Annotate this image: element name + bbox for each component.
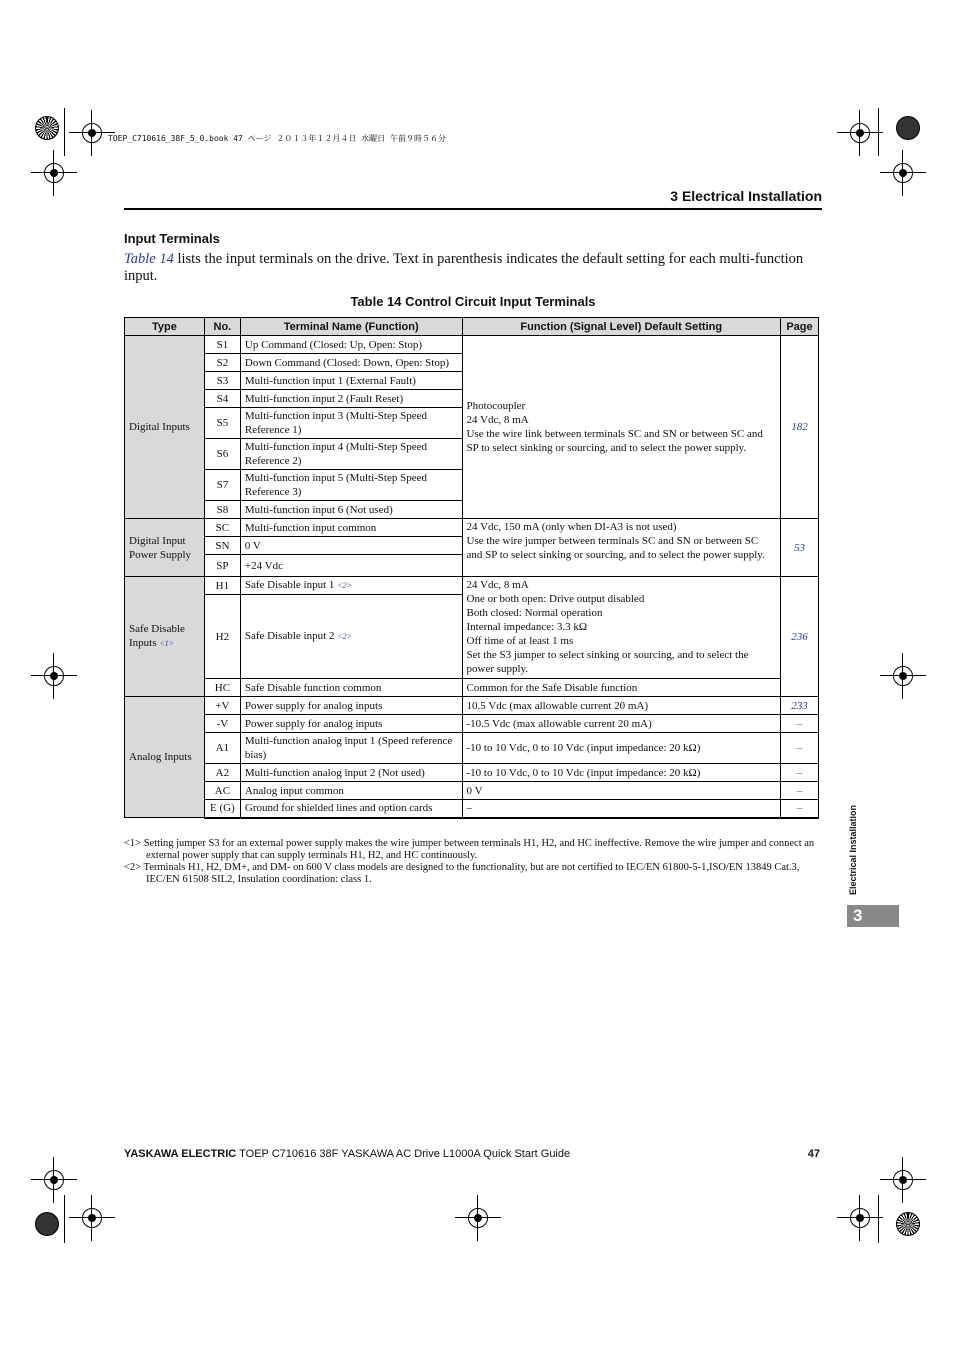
crosshair-mark-icon	[44, 163, 64, 183]
footer-brand: YASKAWA ELECTRIC	[124, 1148, 237, 1160]
terminal-name: Multi-function analog input 2 (Not used)	[240, 764, 462, 782]
page-cell: –	[780, 800, 818, 818]
terminals-table	[124, 317, 819, 819]
terminal-no: S2	[204, 354, 240, 372]
column-header: Function (Signal Level) Default Setting	[462, 318, 780, 336]
terminal-no: SP	[204, 555, 240, 577]
crosshair-mark-icon	[44, 1170, 64, 1190]
registration-mark-icon	[35, 116, 59, 140]
function-cell: –	[462, 800, 780, 818]
terminal-name: Multi-function input 4 (Multi-Step Speed Reference 2)	[240, 439, 462, 470]
registration-mark-icon	[896, 116, 920, 140]
page-cell: –	[780, 764, 818, 782]
crop-mark	[878, 1195, 879, 1243]
terminal-no: E (G)	[204, 800, 240, 818]
crosshair-mark-icon	[893, 163, 913, 183]
page-link[interactable]: 53	[780, 519, 818, 577]
page-cell: –	[780, 733, 818, 764]
type-label: Safe Disable Inputs	[129, 623, 185, 649]
table-row	[125, 679, 819, 697]
crosshair-mark-icon	[850, 1208, 870, 1228]
column-header: No.	[204, 318, 240, 336]
terminal-name-text: Safe Disable input 1	[244, 579, 335, 591]
crosshair-mark-icon	[44, 666, 64, 686]
section-title: 3 Electrical Installation	[670, 188, 822, 204]
terminal-name: Ground for shielded lines and option cards	[240, 800, 462, 818]
footnote-ref[interactable]: <1>	[159, 639, 175, 648]
terminal-no: S7	[204, 470, 240, 501]
footnote-ref[interactable]: <2>	[337, 581, 352, 590]
terminal-name: Multi-function input common	[240, 519, 462, 537]
terminal-name: Multi-function analog input 1 (Speed reference bias)	[240, 733, 462, 764]
terminal-no: -V	[204, 715, 240, 733]
terminal-no: H2	[204, 595, 240, 679]
terminal-no: SN	[204, 537, 240, 555]
terminal-name	[240, 577, 462, 595]
footnote-ref[interactable]: <2>	[337, 632, 352, 641]
type-cell: Analog Inputs	[125, 697, 205, 818]
function-cell: 24 Vdc, 8 mA One or both open: Drive output disabled Both closed: Normal operation Internal impedance: 3.3 kΩ Off time of at least 1 ms Set the S3 jumper to select sinking or sourcing, and to select the power supply.	[462, 577, 780, 679]
terminal-no: A1	[204, 733, 240, 764]
function-cell: -10 to 10 Vdc, 0 to 10 Vdc (input impedance: 20 kΩ)	[462, 733, 780, 764]
terminal-no: S1	[204, 336, 240, 354]
header-rule	[124, 208, 822, 210]
page-number: 47	[807, 1148, 820, 1160]
table-row	[125, 697, 819, 715]
crosshair-mark-icon	[893, 666, 913, 686]
table-row	[125, 800, 819, 818]
terminal-no: S3	[204, 372, 240, 390]
terminal-no: AC	[204, 782, 240, 800]
registration-mark-icon	[896, 1212, 920, 1236]
function-cell: -10 to 10 Vdc, 0 to 10 Vdc (input impedance: 20 kΩ)	[462, 764, 780, 782]
table-link[interactable]: Table 14	[124, 251, 174, 267]
footnote: <1> Setting jumper S3 for an external power supply makes the wire jumper between terminals H1, H2, and HC ineffective. Remove the wire jumper and connect an external power supply that can supply terminals H1, H2, and HC continuously.	[124, 838, 815, 861]
terminal-name: Up Command (Closed: Up, Open: Stop)	[240, 336, 462, 354]
crosshair-mark-icon	[82, 123, 102, 143]
intro-text: lists the input terminals on the drive. Text in parenthesis indicates the default setting for each multi-function input.	[124, 251, 804, 284]
terminal-name: Multi-function input 2 (Fault Reset)	[240, 390, 462, 408]
function-cell: -10.5 Vdc (max allowable current 20 mA)	[462, 715, 780, 733]
terminal-name: Power supply for analog inputs	[240, 697, 462, 715]
terminal-name	[240, 595, 462, 679]
terminal-no: S8	[204, 501, 240, 519]
page-cell: –	[780, 715, 818, 733]
table-row	[125, 715, 819, 733]
function-cell: 24 Vdc, 150 mA (only when DI-A3 is not used) Use the wire jumper between terminals SC and SN or between SC and SP to select sinking or sourcing, and to select the power supply.	[462, 519, 780, 577]
crosshair-mark-icon	[893, 1170, 913, 1190]
terminal-name: 0 V	[240, 537, 462, 555]
crosshair-mark-icon	[850, 123, 870, 143]
terminal-no: S4	[204, 390, 240, 408]
terminal-no: S6	[204, 439, 240, 470]
crop-mark	[64, 1195, 65, 1243]
column-header: Page	[780, 318, 818, 336]
table-header-row	[125, 318, 819, 336]
table-row	[125, 733, 819, 764]
function-cell: 10.5 Vdc (max allowable current 20 mA)	[462, 697, 780, 715]
registration-mark-icon	[35, 1212, 59, 1236]
function-cell: Photocoupler 24 Vdc, 8 mA Use the wire link between terminals SC and SN or between SC and SP to select sinking or sourcing, and to select the power supply.	[462, 336, 780, 519]
terminal-name-text: Safe Disable input 2	[244, 630, 335, 642]
table-row	[125, 782, 819, 800]
terminal-name: Analog input common	[240, 782, 462, 800]
table-caption: Table 14 Control Circuit Input Terminals	[350, 294, 596, 309]
page-link[interactable]: 233	[780, 697, 818, 715]
crosshair-mark-icon	[468, 1208, 488, 1228]
footer-doc: TOEP C710616 38F YASKAWA AC Drive L1000A Quick Start Guide	[236, 1148, 571, 1160]
terminal-no: A2	[204, 764, 240, 782]
sub-heading: Input Terminals	[124, 231, 220, 246]
terminal-name: Power supply for analog inputs	[240, 715, 462, 733]
side-tab-label: Electrical Installation	[848, 804, 858, 895]
crop-mark	[878, 108, 879, 156]
terminal-name: Safe Disable function common	[240, 679, 462, 697]
terminal-name: Multi-function input 3 (Multi-Step Speed Reference 1)	[240, 408, 462, 439]
column-header: Type	[125, 318, 205, 336]
page-link[interactable]: 182	[780, 336, 818, 519]
terminal-name: Multi-function input 6 (Not used)	[240, 501, 462, 519]
function-cell: 0 V	[462, 782, 780, 800]
page-cell: –	[780, 782, 818, 800]
footer	[124, 1148, 822, 1160]
terminal-no: SC	[204, 519, 240, 537]
terminal-no: S5	[204, 408, 240, 439]
function-cell: Common for the Safe Disable function	[462, 679, 780, 697]
column-header: Terminal Name (Function)	[240, 318, 462, 336]
type-cell	[125, 577, 205, 697]
type-cell: Digital Input Power Supply	[125, 519, 205, 577]
terminal-no: +V	[204, 697, 240, 715]
crop-mark	[64, 108, 65, 156]
terminal-name: Down Command (Closed: Down, Open: Stop)	[240, 354, 462, 372]
terminal-name: Multi-function input 1 (External Fault)	[240, 372, 462, 390]
page-link[interactable]: 236	[780, 577, 818, 697]
print-note: TOEP_C710616_38F_5_0.book 47 ページ ２０１３年１２月４日 水曜日 午前９時５６分	[108, 134, 446, 143]
table-row	[125, 577, 819, 595]
crosshair-mark-icon	[82, 1208, 102, 1228]
table-row	[125, 764, 819, 782]
terminal-no: H1	[204, 577, 240, 595]
terminal-name: Multi-function input 5 (Multi-Step Speed Reference 3)	[240, 470, 462, 501]
chapter-tab: 3	[847, 905, 899, 927]
intro-paragraph	[124, 251, 814, 285]
table-row	[125, 336, 819, 354]
footnotes	[124, 838, 822, 886]
terminal-name: +24 Vdc	[240, 555, 462, 577]
table-row	[125, 519, 819, 537]
type-cell: Digital Inputs	[125, 336, 205, 519]
footnote: <2> Terminals H1, H2, DM+, and DM- on 600 V class models are designed to the functionality, but are not certified to IEC/EN 61800-5-1,ISO/EN 13849 Cat.3, IEC/EN 61508 SIL2, Insulation coordination: class 1.	[124, 862, 800, 885]
terminal-no: HC	[204, 679, 240, 697]
